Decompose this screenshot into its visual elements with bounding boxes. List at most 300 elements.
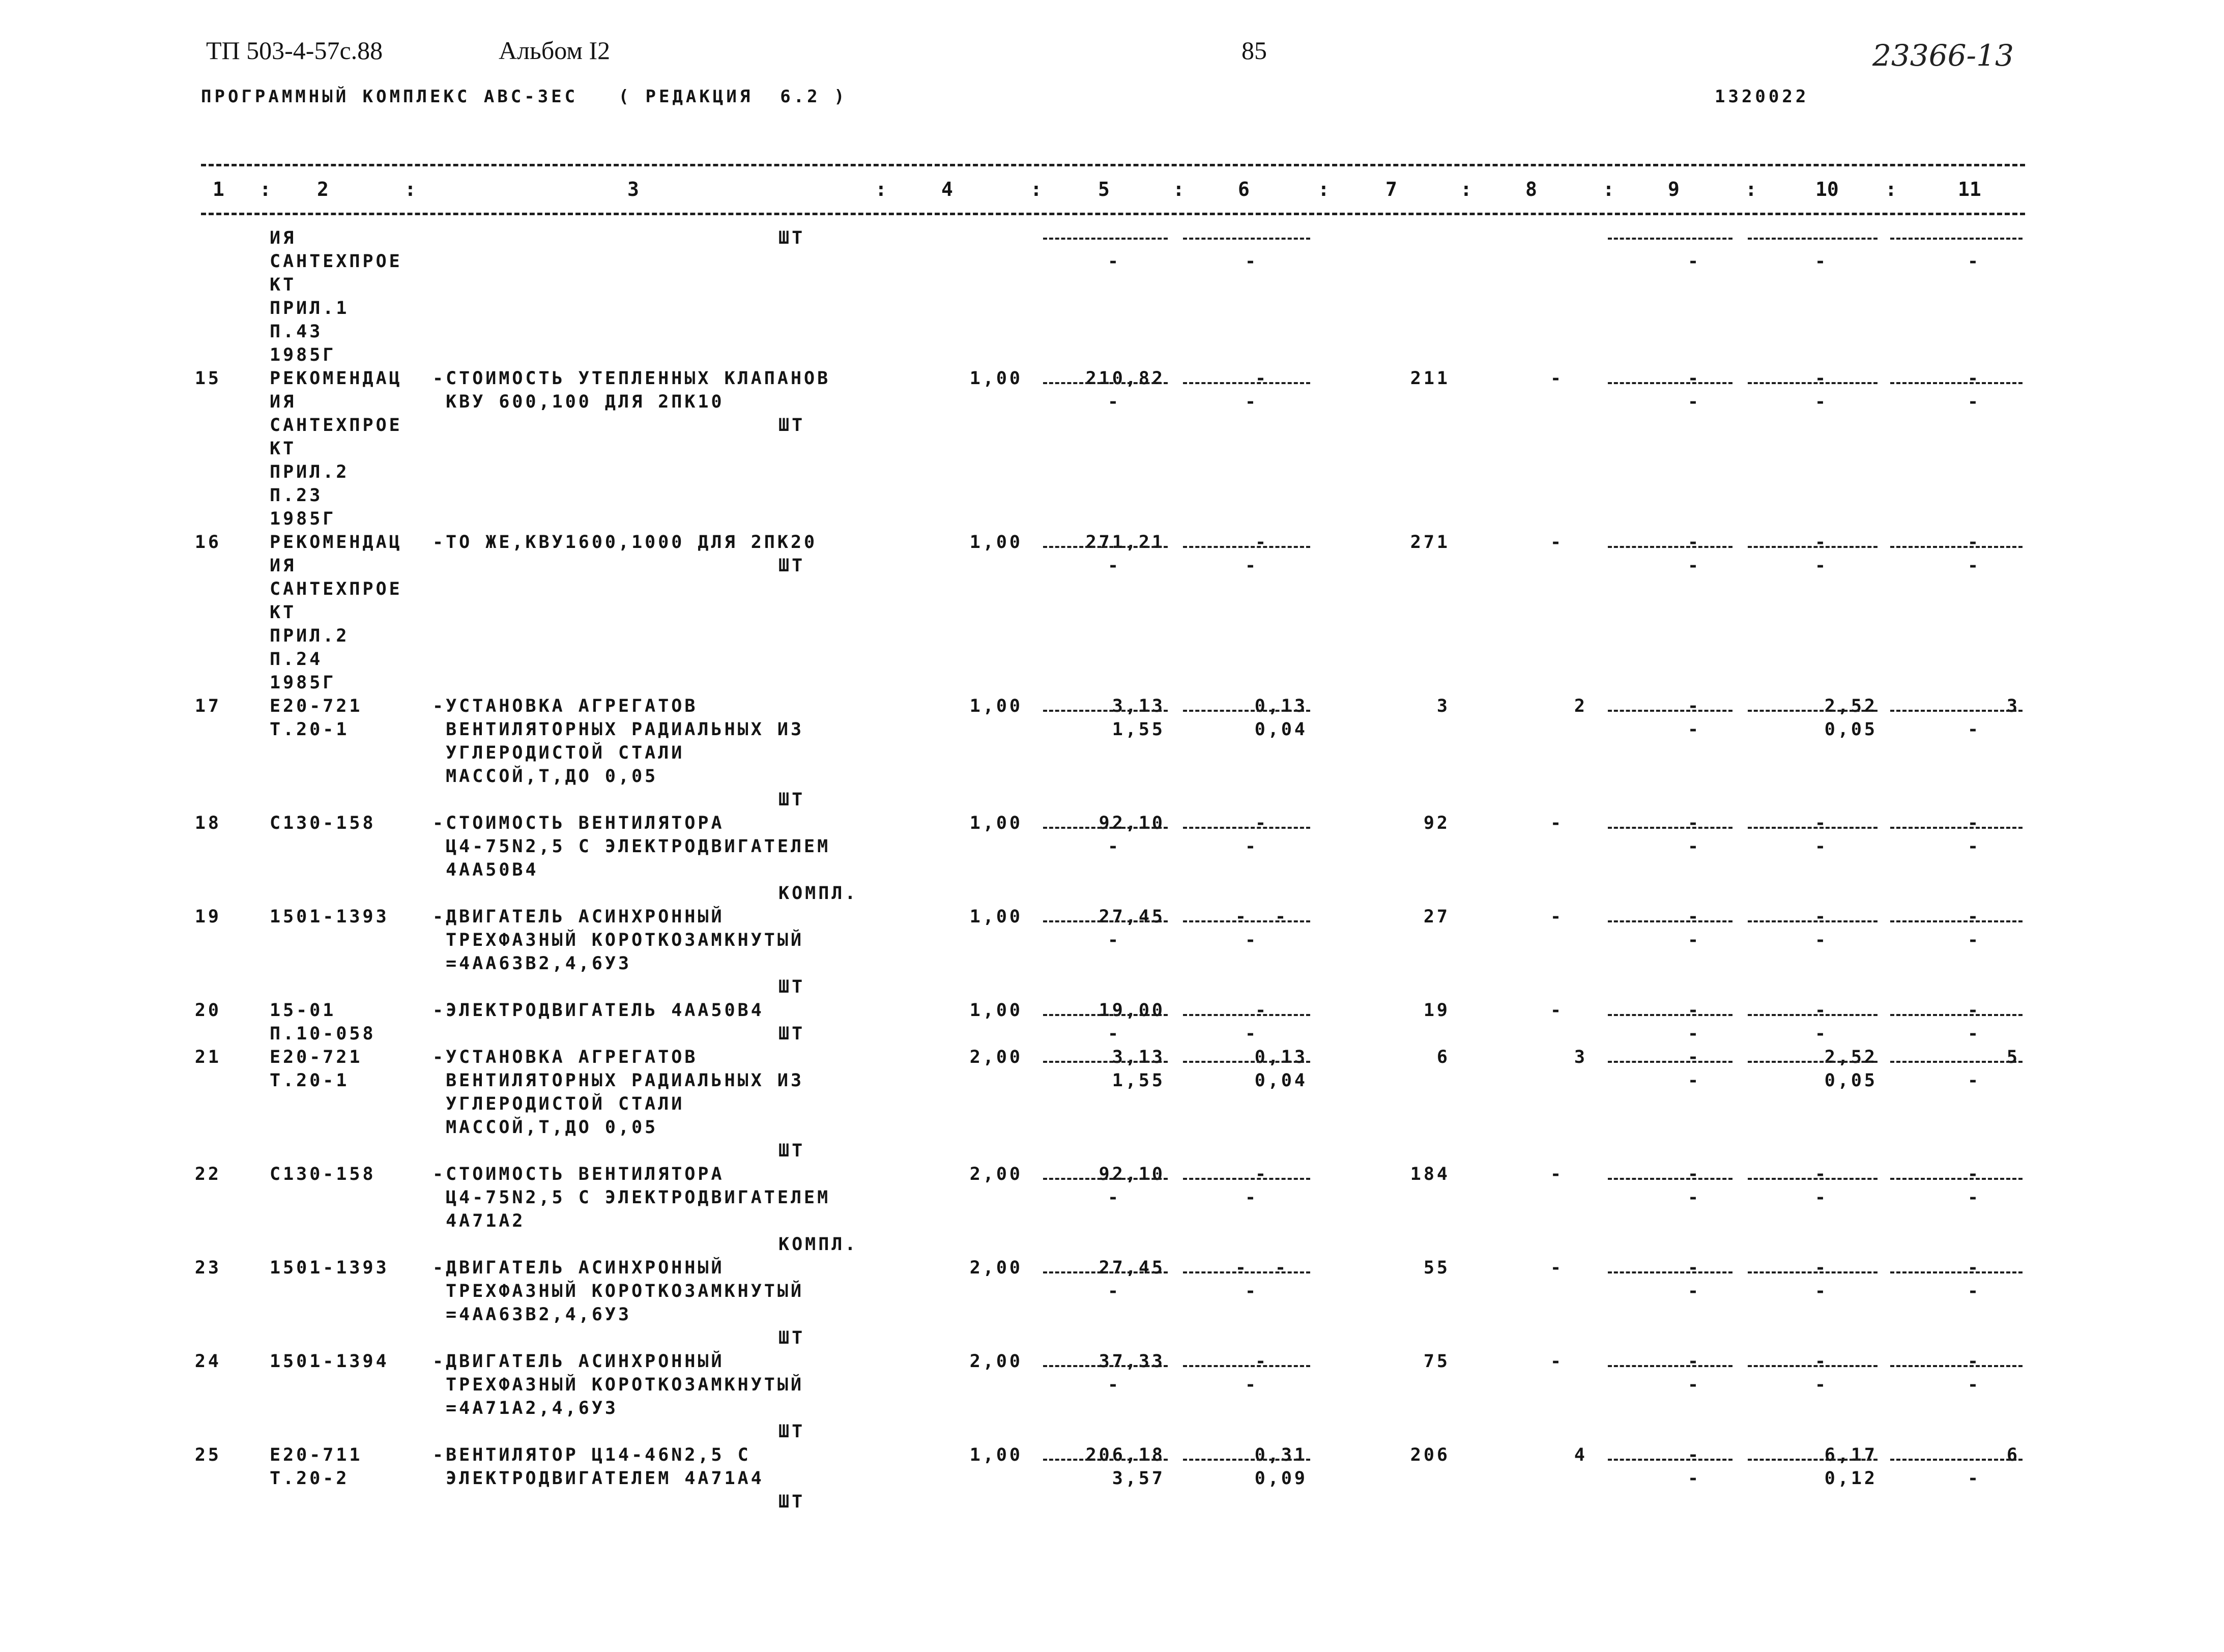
column-separator: : <box>259 178 271 200</box>
cell-col5: 210,82 <box>1085 368 1165 389</box>
cell-col5-secondary: 1,55 <box>1112 719 1165 740</box>
reference-line: КТ <box>270 275 297 295</box>
description-line: =4АА63В2,4,6УЗ <box>432 1305 632 1325</box>
cell-col9-secondary: - <box>1687 930 1701 950</box>
reference-line: САНТЕХПРОЕ <box>270 579 402 599</box>
album-label: Альбом I2 <box>499 36 611 65</box>
subtotal-rule <box>1608 827 1732 829</box>
reference-line: КТ <box>270 439 297 459</box>
cell-col5: 271,21 <box>1085 532 1165 553</box>
column-number-6: 6 <box>1238 178 1250 200</box>
cell-col10-secondary: - <box>1814 930 1829 950</box>
unit-label: ШТ <box>778 415 805 436</box>
cell-col10-secondary: - <box>1814 1281 1829 1301</box>
cell-col11: - <box>1967 1164 1981 1184</box>
reference-line: РЕКОМЕНДАЦ <box>270 368 402 389</box>
description-line: Ц4-75N2,5 С ЭЛЕКТРОДВИГАТЕЛЕМ <box>432 1187 831 1208</box>
cell-col6-secondary: - <box>1245 1281 1259 1301</box>
subtotal-rule <box>1890 827 2023 829</box>
row-number: 18 <box>194 813 221 833</box>
cell-col6: - <box>1255 1000 1269 1021</box>
unit-label: ШТ <box>778 1422 805 1442</box>
cell-col6-secondary: - <box>1245 930 1259 950</box>
row-number: 22 <box>194 1164 221 1184</box>
column-number-11: 11 <box>1958 178 1981 200</box>
cell-col6-secondary: - <box>1245 251 1259 272</box>
cell-col10: - <box>1814 368 1829 389</box>
reference-line: Т.20-2 <box>270 1468 350 1489</box>
subtotal-rule <box>1890 710 2023 712</box>
cell-col10-secondary: - <box>1814 251 1829 272</box>
unit-label: ШТ <box>778 1024 805 1044</box>
reference-line: 1985Г <box>270 345 336 365</box>
reference-line: С130-158 <box>270 813 376 833</box>
description-line: -ДВИГАТЕЛЬ АСИНХРОННЫЙ <box>432 907 725 927</box>
reference-line: Т.20-1 <box>270 719 350 740</box>
unit-label: ШТ <box>778 977 805 997</box>
header-rule-top <box>201 164 2025 166</box>
unit-label: ШТ <box>778 1328 805 1348</box>
cell-col6-secondary: 0,04 <box>1254 1070 1308 1091</box>
subtotal-rule <box>1183 710 1310 712</box>
cell-col10-secondary: - <box>1814 1375 1829 1395</box>
cell-col11: 5 <box>2006 1047 2020 1067</box>
cell-col11: 6 <box>2006 1445 2020 1465</box>
subtotal-rule <box>1183 827 1310 829</box>
cell-col11: - <box>1967 813 1981 833</box>
cell-col9-secondary: - <box>1687 1070 1701 1091</box>
cell-col7: 3 <box>1436 696 1450 716</box>
reference-line: П.10-058 <box>270 1024 376 1044</box>
reference-line: КТ <box>270 602 297 623</box>
cell-col5: 206,18 <box>1085 1445 1165 1465</box>
row-number: 17 <box>194 696 221 716</box>
column-separator: : <box>405 178 416 200</box>
cell-col10: - <box>1814 1000 1829 1021</box>
cell-col6: - <box>1255 532 1269 553</box>
subtotal-rule <box>1890 382 2023 384</box>
reference-line: 1985Г <box>270 673 336 693</box>
reference-line: САНТЕХПРОЕ <box>270 251 402 272</box>
cell-col4: 1,00 <box>969 813 1023 833</box>
description-line: -ДВИГАТЕЛЬ АСИНХРОННЫЙ <box>432 1258 725 1278</box>
reference-line: П.23 <box>270 485 323 506</box>
subtotal-rule <box>1043 238 1168 240</box>
cell-col5-secondary: - <box>1107 1281 1121 1301</box>
subtotal-rule <box>1608 920 1732 922</box>
cell-col4: 2,00 <box>969 1351 1023 1372</box>
cell-col9-secondary: - <box>1687 392 1701 412</box>
reference-line: 1985Г <box>270 509 336 529</box>
description-line: ЭЛЕКТРОДВИГАТЕЛЕМ 4А71А4 <box>432 1468 764 1489</box>
subtotal-rule <box>1890 1178 2023 1180</box>
column-number-8: 8 <box>1525 178 1537 200</box>
subtotal-rule <box>1748 920 1878 922</box>
column-number-10: 10 <box>1815 178 1839 200</box>
subtotal-rule <box>1890 1061 2023 1063</box>
cell-col11: - <box>1967 1258 1981 1278</box>
cell-col10-secondary: - <box>1814 1187 1829 1208</box>
cell-col11-secondary: - <box>1967 1024 1981 1044</box>
cell-col5: 3,13 <box>1112 1047 1165 1067</box>
cell-col9-secondary: - <box>1687 1281 1701 1301</box>
column-number-3: 3 <box>627 178 639 200</box>
reference-line: Е20-711 <box>270 1445 363 1465</box>
cell-col7: 206 <box>1410 1445 1450 1465</box>
reference-line: С130-158 <box>270 1164 376 1184</box>
subtotal-rule <box>1890 1271 2023 1273</box>
cell-col11-secondary: - <box>1967 1375 1981 1395</box>
cell-col6: 0,13 <box>1254 696 1308 716</box>
subtotal-rule <box>1183 1271 1310 1273</box>
subtotal-rule <box>1608 1459 1732 1461</box>
cell-col9: - <box>1687 1164 1701 1184</box>
cell-col11-secondary: - <box>1967 836 1981 857</box>
subtotal-rule <box>1608 546 1732 548</box>
cell-col11-secondary: - <box>1967 930 1981 950</box>
subtotal-rule <box>1890 1459 2023 1461</box>
cell-col9: - <box>1687 368 1701 389</box>
cell-col9: - <box>1687 1445 1701 1465</box>
cell-col9-secondary: - <box>1687 836 1701 857</box>
cell-col8: 4 <box>1574 1445 1587 1465</box>
row-number: 20 <box>194 1000 221 1021</box>
description-line: 4АА50В4 <box>432 860 539 880</box>
cell-col11-secondary: - <box>1967 1281 1981 1301</box>
cell-col10-secondary: - <box>1814 836 1829 857</box>
cell-col11: - <box>1967 1000 1981 1021</box>
column-separator: : <box>1173 178 1185 200</box>
subtotal-rule <box>1608 710 1732 712</box>
cell-col7: 92 <box>1423 813 1450 833</box>
subtotal-rule <box>1183 1459 1310 1461</box>
cell-col10-secondary: - <box>1814 392 1829 412</box>
column-number-9: 9 <box>1668 178 1680 200</box>
cell-col11-secondary: - <box>1967 251 1981 272</box>
cell-col9-secondary: - <box>1687 1375 1701 1395</box>
row-number: 24 <box>194 1351 221 1372</box>
description-line: =4А71А2,4,6УЗ <box>432 1398 619 1418</box>
cell-col7: 184 <box>1410 1164 1450 1184</box>
subtotal-rule <box>1748 238 1878 240</box>
reference-line: 1501-1393 <box>270 1258 389 1278</box>
column-number-2: 2 <box>317 178 329 200</box>
column-separator: : <box>1603 178 1614 200</box>
subtotal-rule <box>1748 1178 1878 1180</box>
cell-col6-secondary: - <box>1245 836 1259 857</box>
reference-line: Т.20-1 <box>270 1070 350 1091</box>
cell-col10-secondary: 0,12 <box>1824 1468 1878 1489</box>
subtotal-rule <box>1608 1178 1732 1180</box>
handwritten-reference: 23366-13 <box>1872 38 2014 73</box>
subtotal-rule <box>1748 710 1878 712</box>
subtotal-rule <box>1183 382 1310 384</box>
unit-label: ШТ <box>778 556 805 576</box>
cell-col9: - <box>1687 813 1701 833</box>
reference-line: 15-01 <box>270 1000 336 1021</box>
column-separator: : <box>1460 178 1472 200</box>
column-number-1: 1 <box>213 178 224 200</box>
cell-col8: - <box>1550 1164 1564 1184</box>
cell-col5: 27,45 <box>1099 1258 1165 1278</box>
column-separator: : <box>1318 178 1330 200</box>
cell-col5: 92,10 <box>1099 1164 1165 1184</box>
cell-col9-secondary: - <box>1687 1024 1701 1044</box>
subtotal-rule <box>1608 1061 1732 1063</box>
cell-col10-secondary: - <box>1814 556 1829 576</box>
row-number: 16 <box>194 532 221 553</box>
reference-line: Е20-721 <box>270 1047 363 1067</box>
cell-col4: 1,00 <box>969 532 1023 553</box>
cell-col11-secondary: - <box>1967 1070 1981 1091</box>
description-line: =4АА63В2,4,6УЗ <box>432 953 632 974</box>
subtotal-rule <box>1890 920 2023 922</box>
subtotal-rule <box>1890 1365 2023 1367</box>
cell-col11-secondary: - <box>1967 1187 1981 1208</box>
cell-col6-secondary: - <box>1245 1024 1259 1044</box>
cell-col10: - <box>1814 1164 1829 1184</box>
cell-col6-secondary: - <box>1245 556 1259 576</box>
column-number-5: 5 <box>1098 178 1110 200</box>
reference-line: П.24 <box>270 649 323 670</box>
cell-col6: - <box>1255 1164 1269 1184</box>
description-line: МАССОЙ,Т,ДО 0,05 <box>432 766 658 787</box>
cell-col5-secondary: - <box>1107 392 1121 412</box>
subtotal-rule <box>1043 827 1168 829</box>
cell-col10: - <box>1814 1258 1829 1278</box>
cell-col7: 271 <box>1410 532 1450 553</box>
unit-label: ШТ <box>778 790 805 810</box>
description-line: КВУ 600,100 ДЛЯ 2ПК10 <box>432 392 725 412</box>
cell-col4: 2,00 <box>969 1164 1023 1184</box>
cell-col7: 55 <box>1423 1258 1450 1278</box>
cell-col5-secondary: - <box>1107 1024 1121 1044</box>
cell-col10: - <box>1814 813 1829 833</box>
description-line: -СТОИМОСТЬ ВЕНТИЛЯТОРА <box>432 1164 725 1184</box>
reference-line: ПРИЛ.1 <box>270 298 350 318</box>
subtotal-rule <box>1608 382 1732 384</box>
description-line: ВЕНТИЛЯТОРНЫХ РАДИАЛЬНЫХ ИЗ <box>432 1070 804 1091</box>
column-number-4: 4 <box>941 178 953 200</box>
cell-col8: 2 <box>1574 696 1587 716</box>
reference-line: САНТЕХПРОЕ <box>270 415 402 436</box>
description-line: 4А71А2 <box>432 1211 526 1231</box>
description-line: -ДВИГАТЕЛЬ АСИНХРОННЫЙ <box>432 1351 725 1372</box>
reference-line: ПРИЛ.2 <box>270 462 350 482</box>
cell-col11: - <box>1967 368 1981 389</box>
cell-col5-secondary: - <box>1107 1187 1121 1208</box>
subtotal-rule <box>1043 920 1168 922</box>
row-number: 15 <box>194 368 221 389</box>
cell-col10: - <box>1814 532 1829 553</box>
description-line: МАССОЙ,Т,ДО 0,05 <box>432 1117 658 1138</box>
row-number: 25 <box>194 1445 221 1465</box>
cell-col5: 37,33 <box>1099 1351 1165 1372</box>
subtotal-rule <box>1043 382 1168 384</box>
cell-col11-secondary: - <box>1967 556 1981 576</box>
unit-label: ШТ <box>778 1141 805 1161</box>
program-line: ПРОГРАММНЫЙ КОМПЛЕКС АВС-3ЕС ( РЕДАКЦИЯ 6.2 ) <box>201 86 848 107</box>
cell-col11-secondary: - <box>1967 1468 1981 1489</box>
subtotal-rule <box>1043 546 1168 548</box>
cell-col6-secondary: - <box>1245 1375 1259 1395</box>
cell-col11: - <box>1967 532 1981 553</box>
cell-col5-secondary: - <box>1107 251 1121 272</box>
subtotal-rule <box>1043 1459 1168 1461</box>
subtotal-rule <box>1043 1271 1168 1273</box>
subtotal-rule <box>1748 1061 1878 1063</box>
description-line: -СТОИМОСТЬ ВЕНТИЛЯТОРА <box>432 813 725 833</box>
cell-col8: - <box>1550 532 1564 553</box>
subtotal-rule <box>1748 1014 1878 1016</box>
subtotal-rule <box>1183 1178 1310 1180</box>
cell-col5: 3,13 <box>1112 696 1165 716</box>
cell-col9: - <box>1687 1258 1701 1278</box>
description-line: -ЭЛЕКТРОДВИГАТЕЛЬ 4АА50В4 <box>432 1000 764 1021</box>
row-number: 19 <box>194 907 221 927</box>
subtotal-rule <box>1608 1014 1732 1016</box>
reference-line: ПРИЛ.2 <box>270 626 350 646</box>
subtotal-rule <box>1043 1061 1168 1063</box>
reference-line: ИЯ <box>270 392 297 412</box>
cell-col9: - <box>1687 907 1701 927</box>
subtotal-rule <box>1043 1178 1168 1180</box>
cell-col4: 1,00 <box>969 696 1023 716</box>
cell-col4: 1,00 <box>969 907 1023 927</box>
subtotal-rule <box>1183 920 1310 922</box>
cell-col5-secondary: - <box>1107 1375 1121 1395</box>
row-number: 21 <box>194 1047 221 1067</box>
description-line: -ВЕНТИЛЯТОР Ц14-46N2,5 С <box>432 1445 751 1465</box>
cell-col7: 19 <box>1423 1000 1450 1021</box>
cell-col5: 19,00 <box>1099 1000 1165 1021</box>
cell-col8: - <box>1550 907 1564 927</box>
unit-label: КОМПЛ. <box>778 1234 858 1255</box>
cell-col9: - <box>1687 696 1701 716</box>
cell-col8: - <box>1550 368 1564 389</box>
cell-col9-secondary: - <box>1687 556 1701 576</box>
unit-label: КОМПЛ. <box>778 883 858 904</box>
description-line: УГЛЕРОДИСТОЙ СТАЛИ <box>432 743 685 763</box>
cell-col10: - <box>1814 907 1829 927</box>
description-line: Ц4-75N2,5 С ЭЛЕКТРОДВИГАТЕЛЕМ <box>432 836 831 857</box>
cell-col10: 6,17 <box>1824 1445 1878 1465</box>
subtotal-rule <box>1183 546 1310 548</box>
subtotal-rule <box>1748 1271 1878 1273</box>
description-line: -УСТАНОВКА АГРЕГАТОВ <box>432 1047 698 1067</box>
subtotal-rule <box>1890 238 2023 240</box>
cell-col7: 75 <box>1423 1351 1450 1372</box>
cell-col5-secondary: 1,55 <box>1112 1070 1165 1091</box>
reference-line: 1501-1393 <box>270 907 389 927</box>
reference-line: ИЯ <box>270 556 297 576</box>
subtotal-rule <box>1890 546 2023 548</box>
description-line: ТРЕХФАЗНЫЙ КОРОТКОЗАМКНУТЫЙ <box>432 1375 804 1395</box>
cell-col7: 6 <box>1436 1047 1450 1067</box>
cell-col9: - <box>1687 1351 1701 1372</box>
reference-line: П.43 <box>270 322 323 342</box>
reference-line: РЕКОМЕНДАЦ <box>270 532 402 553</box>
cell-col4: 2,00 <box>969 1047 1023 1067</box>
cell-col8: - <box>1550 1351 1564 1372</box>
subtotal-rule <box>1748 1459 1878 1461</box>
subtotal-rule <box>1608 1271 1732 1273</box>
column-separator: : <box>1745 178 1757 200</box>
cell-col6: - - <box>1235 907 1289 927</box>
cell-col11-secondary: - <box>1967 392 1981 412</box>
column-separator: : <box>1885 178 1897 200</box>
cell-col6: 0,13 <box>1254 1047 1308 1067</box>
subtotal-rule <box>1183 238 1310 240</box>
page-number: 85 <box>1241 36 1267 65</box>
description-line: УГЛЕРОДИСТОЙ СТАЛИ <box>432 1094 685 1114</box>
cell-col6: 0,31 <box>1254 1445 1308 1465</box>
subtotal-rule <box>1608 238 1732 240</box>
cell-col11: 3 <box>2006 696 2020 716</box>
cell-col11: - <box>1967 1351 1981 1372</box>
cell-col5-secondary: - <box>1107 836 1121 857</box>
description-line: -УСТАНОВКА АГРЕГАТОВ <box>432 696 698 716</box>
cell-col9-secondary: - <box>1687 1468 1701 1489</box>
subtotal-rule <box>1183 1365 1310 1367</box>
unit-label: ШТ <box>778 228 805 248</box>
reference-line: Е20-721 <box>270 696 363 716</box>
subtotal-rule <box>1043 1365 1168 1367</box>
subtotal-rule <box>1748 1365 1878 1367</box>
doc-code: ТП 503-4-57с.88 <box>206 36 383 65</box>
cell-col6: - - <box>1235 1258 1289 1278</box>
cell-col5-secondary: 3,57 <box>1112 1468 1165 1489</box>
cell-col5: 27,45 <box>1099 907 1165 927</box>
cell-col10-secondary: 0,05 <box>1824 1070 1878 1091</box>
cell-col8: - <box>1550 1000 1564 1021</box>
cell-col5-secondary: - <box>1107 930 1121 950</box>
subtotal-rule <box>1608 1365 1732 1367</box>
cell-col5-secondary: - <box>1107 556 1121 576</box>
cell-col4: 1,00 <box>969 368 1023 389</box>
subtotal-rule <box>1043 710 1168 712</box>
cell-col10-secondary: 0,05 <box>1824 719 1878 740</box>
subtotal-rule <box>1748 382 1878 384</box>
reference-line: ИЯ <box>270 228 297 248</box>
cell-col4: 1,00 <box>969 1000 1023 1021</box>
cell-col11-secondary: - <box>1967 719 1981 740</box>
cell-col4: 1,00 <box>969 1445 1023 1465</box>
cell-col9: - <box>1687 532 1701 553</box>
cell-col8: - <box>1550 813 1564 833</box>
cell-col4: 2,00 <box>969 1258 1023 1278</box>
description-line: -СТОИМОСТЬ УТЕПЛЕННЫХ КЛАПАНОВ <box>432 368 831 389</box>
cell-col9-secondary: - <box>1687 251 1701 272</box>
description-line: ВЕНТИЛЯТОРНЫХ РАДИАЛЬНЫХ ИЗ <box>432 719 804 740</box>
cell-col6-secondary: 0,04 <box>1254 719 1308 740</box>
subtotal-rule <box>1890 1014 2023 1016</box>
code-number: 1320022 <box>1715 86 1809 107</box>
cell-col9: - <box>1687 1047 1701 1067</box>
cell-col7: 211 <box>1410 368 1450 389</box>
cell-col6-secondary: 0,09 <box>1254 1468 1308 1489</box>
reference-line: 1501-1394 <box>270 1351 389 1372</box>
cell-col9: - <box>1687 1000 1701 1021</box>
cell-col9-secondary: - <box>1687 1187 1701 1208</box>
cell-col6: - <box>1255 368 1269 389</box>
cell-col11: - <box>1967 907 1981 927</box>
cell-col6: - <box>1255 1351 1269 1372</box>
description-line: -ТО ЖЕ,КВУ1600,1000 ДЛЯ 2ПК20 <box>432 532 818 553</box>
cell-col8: - <box>1550 1258 1564 1278</box>
cell-col10: - <box>1814 1351 1829 1372</box>
subtotal-rule <box>1043 1014 1168 1016</box>
